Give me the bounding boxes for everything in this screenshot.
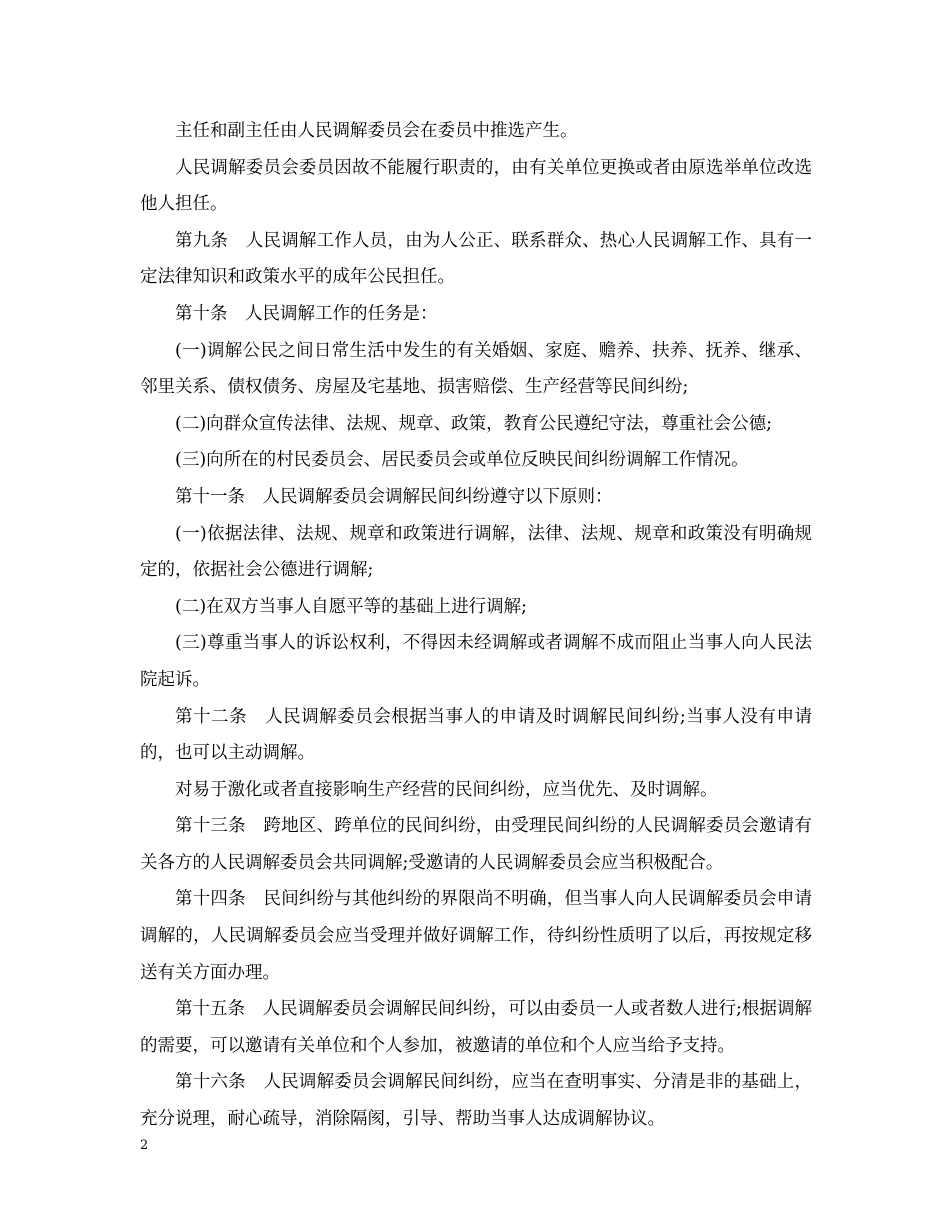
list-item: (二)向群众宣传法律、法规、规章、政策，教育公民遵纪守法，尊重社会公德; bbox=[175, 413, 773, 434]
article-16: 第十六条 人民调解委员会调解民间纠纷，应当在查明事实、分清是非的基础上，充分说理，耐心疏导，消除隔阂，引导、帮助当事人达成调解协议。 bbox=[140, 1072, 812, 1130]
paragraph: 主任和副主任由人民调解委员会在委员中推选产生。 bbox=[175, 121, 578, 141]
list-item: (二)在双方当事人自愿平等的基础上进行调解; bbox=[175, 596, 528, 617]
article-12: 第十二条 人民调解委员会根据当事人的申请及时调解民间纠纷;当事人没有申请的，也可以主动调解。 bbox=[140, 706, 812, 764]
list-item: (三)尊重当事人的诉讼权利，不得因未经调解或者调解不成而阻止当事人向人民法院起诉。 bbox=[140, 633, 812, 690]
list-item: (一)依据法律、法规、规章和政策进行调解，法律、法规、规章和政策没有明确规定的，依据社会公德进行调解; bbox=[140, 523, 812, 581]
paragraph: 人民调解委员会委员因故不能履行职责的，由有关单位更换或者由原选举单位改选他人担任。 bbox=[140, 157, 812, 215]
document-body bbox=[140, 113, 812, 1138]
article-9: 第九条 人民调解工作人员，由为人公正、联系群众、热心人民调解工作、具有一定法律知识和政策水平的成年公民担任。 bbox=[140, 230, 812, 288]
page-number: 2 bbox=[140, 1138, 149, 1153]
list-item: (三)向所在的村民委员会、居民委员会或单位反映民间纠纷调解工作情况。 bbox=[175, 450, 749, 471]
article-13: 第十三条 跨地区、跨单位的民间纠纷，由受理民间纠纷的人民调解委员会邀请有关各方的人民调解委员会共同调解;受邀请的人民调解委员会应当积极配合。 bbox=[140, 816, 812, 873]
article-15: 第十五条 人民调解委员会调解民间纠纷，可以由委员一人或者数人进行;根据调解的需要，可以邀请有关单位和个人参加，被邀请的单位和个人应当给予支持。 bbox=[140, 999, 812, 1056]
article-10: 第十条 人民调解工作的任务是： bbox=[175, 303, 438, 324]
article-14: 第十四条 民间纠纷与其他纠纷的界限尚不明确，但当事人向人民调解委员会申请调解的，人民调解委员会应当受理并做好调解工作，待纠纷性质明了以后，再按规定移送有关方面办理。 bbox=[140, 889, 812, 983]
list-item: (一)调解公民之间日常生活中发生的有关婚姻、家庭、赡养、扶养、抚养、继承、邻里关系、债权债务、房屋及宅基地、损害赔偿、生产经营等民间纠纷; bbox=[140, 340, 812, 398]
paragraph: 对易于激化或者直接影响生产经营的民间纠纷，应当优先、及时调解。 bbox=[175, 779, 718, 800]
article-11: 第十一条 人民调解委员会调解民间纠纷遵守以下原则： bbox=[175, 486, 613, 507]
